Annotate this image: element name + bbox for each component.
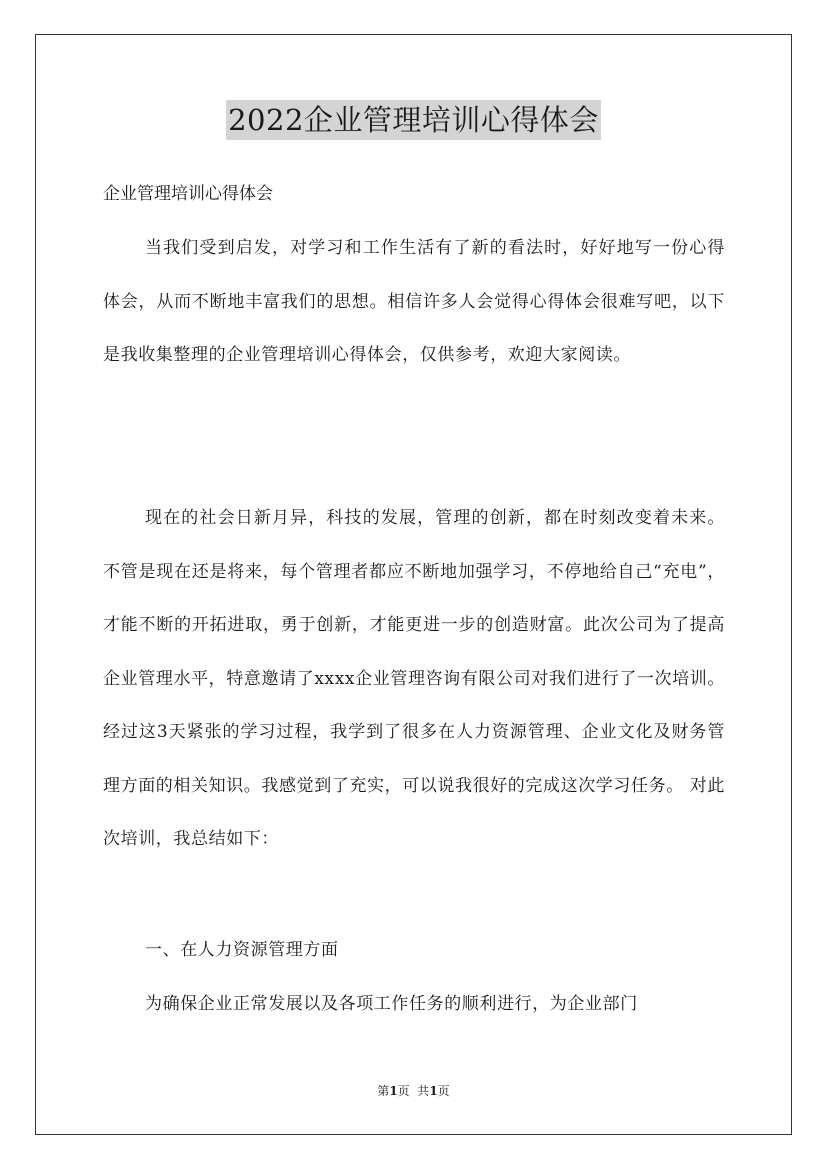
current-page-number: 1: [389, 1084, 398, 1098]
footer-prefix: 第: [377, 1084, 390, 1098]
footer-mid: 页 共: [397, 1084, 430, 1098]
footer-suffix: 页: [437, 1084, 450, 1098]
body-paragraph-continued: 为确保企业正常发展以及各项工作任务的顺利进行，为企业部门: [145, 994, 638, 1014]
document-subtitle: 企业管理培训心得体会: [103, 184, 273, 204]
total-page-number: 1: [429, 1084, 438, 1098]
body-paragraph: 现在的社会日新月异，科技的发展，管理的创新，都在时刻改变着未来。不管是现在还是将来，每个管理者都应不断地加强学习，不停地给自己“充电”，才能不断的开拓进取，勇于创新，才能更进一步的创造财富。此次公司为了提高企业管理水平，特意邀请了xxxx企业管理咨询有限公司对我们进行了一次培训。经过这3天紧张的学习过程，我学到了很多在人力资源管理、企业文化及财务管理方面的相关知识。我感觉到了充实，可以说我很好的完成这次学习任务。 对此次培训，我总结如下：: [103, 508, 726, 849]
page-footer: [0, 1083, 827, 1099]
document-title: 2022企业管理培训心得体会: [226, 100, 601, 140]
intro-paragraph: 当我们受到启发，对学习和工作生活有了新的看法时，好好地写一份心得体会，从而不断地丰富我们的思想。相信许多人会觉得心得体会很难写吧，以下是我收集整理的企业管理培训心得体会，仅供参考，欢迎大家阅读。: [103, 238, 725, 365]
title-container: [0, 100, 827, 140]
section-heading: 一、在人力资源管理方面: [145, 940, 339, 960]
